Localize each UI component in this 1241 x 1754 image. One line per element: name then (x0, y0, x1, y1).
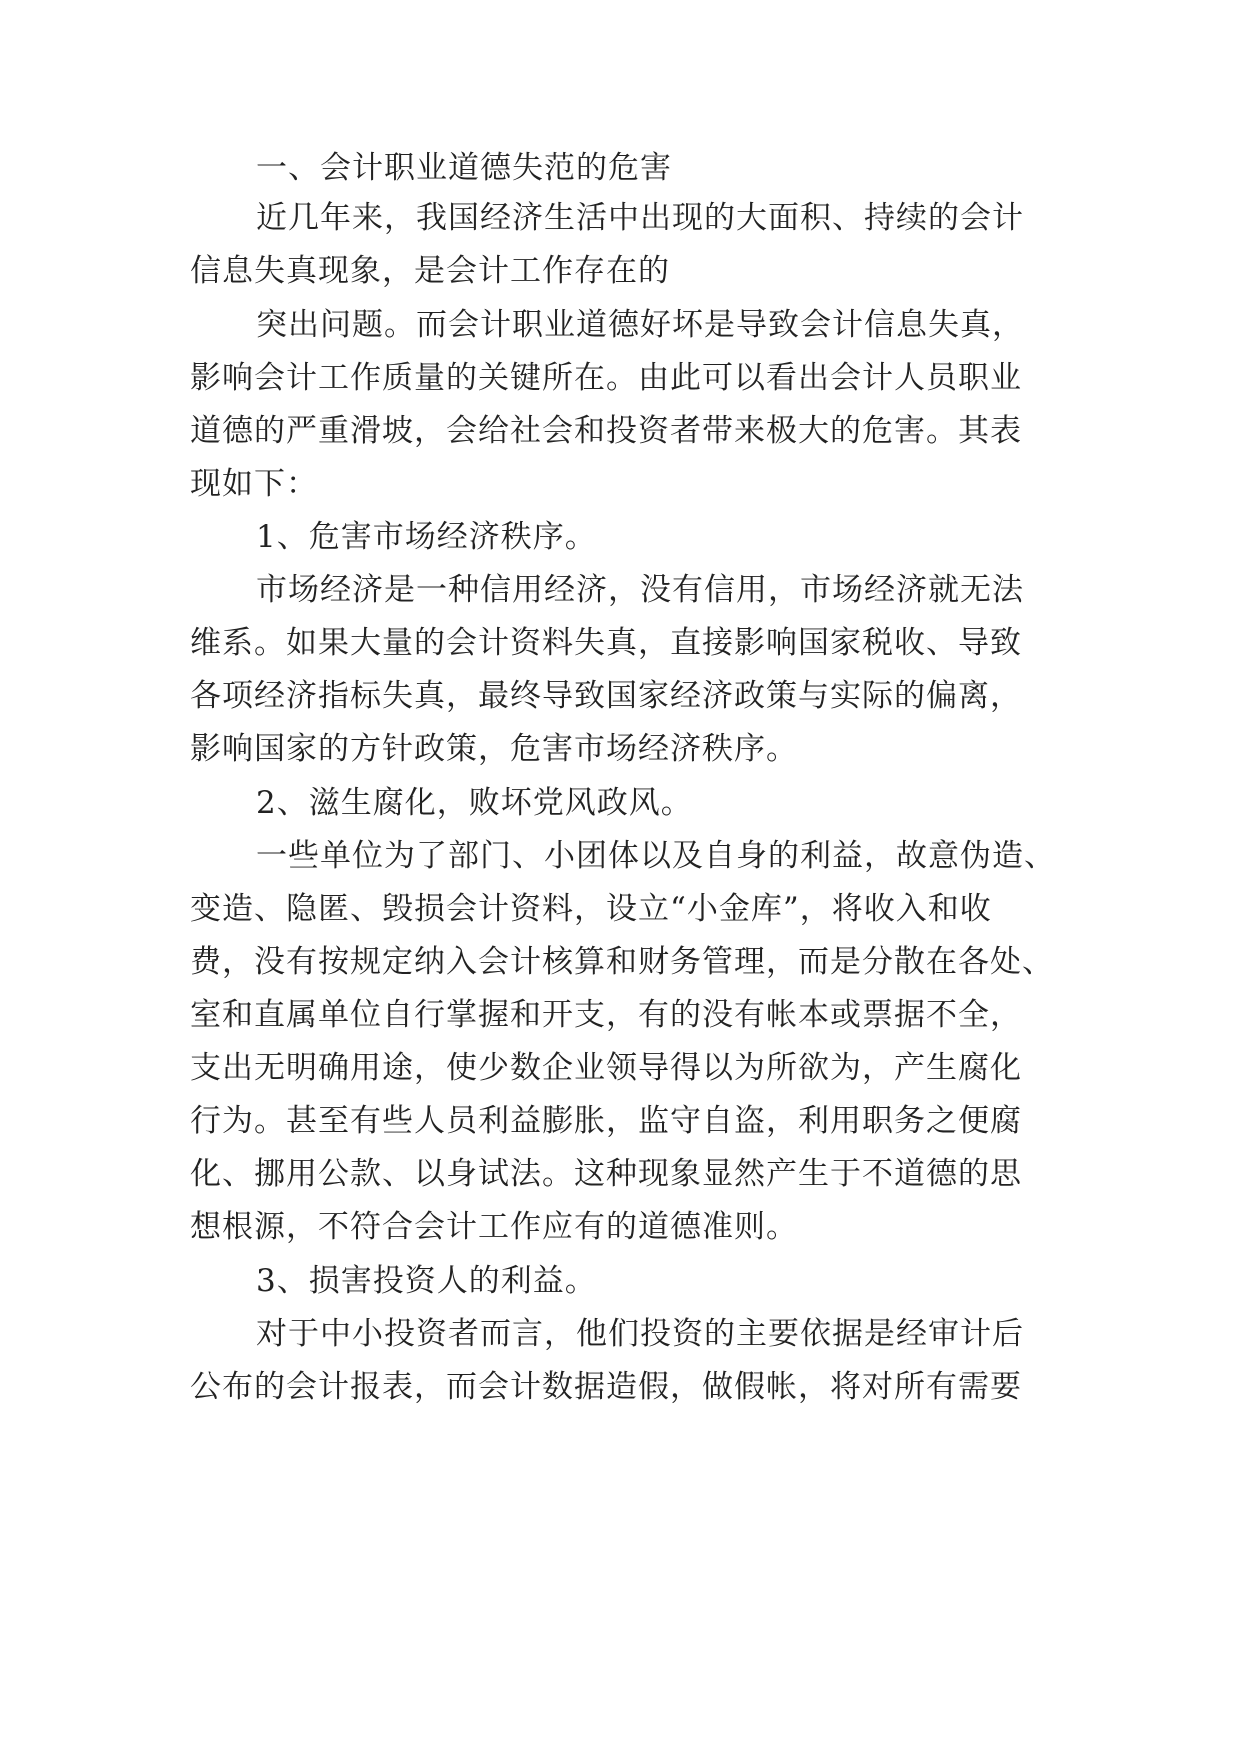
paragraph-line: 突出问题。而会计职业道德好坏是导致会计信息失真， (256, 307, 1024, 343)
paragraph-line: 室和直属单位自行掌握和开支，有的没有帐本或票据不全， (190, 997, 1022, 1033)
paragraph-line: 化、挪用公款、以身试法。这种现象显然产生于不道德的思 (190, 1156, 1022, 1192)
paragraph-line: 想根源，不符合会计工作应有的道德准则。 (190, 1209, 798, 1245)
paragraph-line: 近几年来，我国经济生活中出现的大面积、持续的会计 (256, 200, 1024, 236)
paragraph-line: 影响国家的方针政策，危害市场经济秩序。 (190, 731, 798, 767)
subsection-heading: 2、滋生腐化，败坏党风政风。 (256, 785, 693, 821)
paragraph-line: 信息失真现象，是会计工作存在的 (190, 253, 670, 289)
subsection-heading: 1、危害市场经济秩序。 (256, 519, 597, 555)
section-heading: 一、会计职业道德失范的危害 (256, 150, 672, 186)
paragraph-line: 对于中小投资者而言，他们投资的主要依据是经审计后 (256, 1316, 1024, 1352)
paragraph-line: 各项经济指标失真，最终导致国家经济政策与实际的偏离， (190, 678, 1022, 714)
paragraph-line: 影响会计工作质量的关键所在。由此可以看出会计人员职业 (190, 360, 1022, 396)
paragraph-line: 维系。如果大量的会计资料失真，直接影响国家税收、导致 (190, 625, 1022, 661)
paragraph-line: 市场经济是一种信用经济，没有信用，市场经济就无法 (256, 572, 1024, 608)
paragraph-line: 支出无明确用途，使少数企业领导得以为所欲为，产生腐化 (190, 1050, 1022, 1086)
paragraph-line: 现如下： (190, 466, 318, 502)
paragraph-line: 费，没有按规定纳入会计核算和财务管理，而是分散在各处、 (190, 944, 1054, 980)
paragraph-line: 行为。甚至有些人员利益膨胀，监守自盗，利用职务之便腐 (190, 1103, 1022, 1139)
paragraph-line: 道德的严重滑坡，会给社会和投资者带来极大的危害。其表 (190, 413, 1022, 449)
subsection-heading: 3、损害投资人的利益。 (256, 1263, 597, 1299)
paragraph-line: 一些单位为了部门、小团体以及自身的利益，故意伪造、 (256, 838, 1056, 874)
paragraph-line: 变造、隐匿、毁损会计资料，设立“小金库”，将收入和收 (190, 891, 992, 927)
paragraph-line: 公布的会计报表，而会计数据造假，做假帐，将对所有需要 (190, 1369, 1022, 1405)
